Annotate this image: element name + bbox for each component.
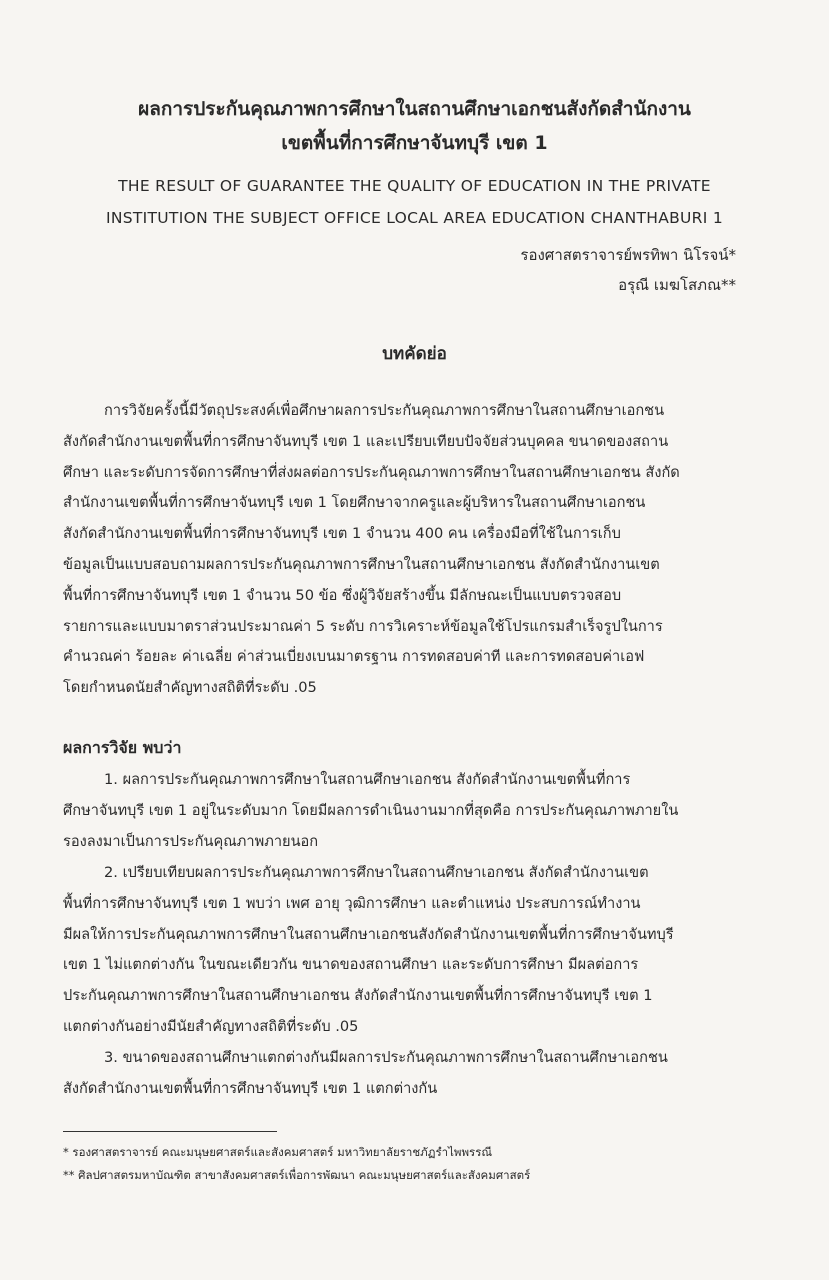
result-line: ประกันคุณภาพการศึกษาในสถานศึกษาเอกชน สังกัดสำนักงานเขตพื้นที่การศึกษาจันทบุรี เขต 1 <box>63 987 653 1005</box>
result-item-1 <box>63 765 738 857</box>
result-line: เขต 1 ไม่แตกต่างกัน ในขณะเดียวกัน ขนาดของสถานศึกษา และระดับการศึกษา มีผลต่อการ <box>63 956 639 974</box>
abstract-line: ข้อมูลเป็นแบบสอบถามผลการประกันคุณภาพการศึกษาในสถานศึกษาเอกชน สังกัดสำนักงานเขต <box>63 555 660 573</box>
abstract-paragraph <box>63 396 738 704</box>
abstract-line: การวิจัยครั้งนี้มีวัตถุประสงค์เพื่อศึกษาผลการประกันคุณภาพการศึกษาในสถานศึกษาเอกชน <box>104 402 665 419</box>
result-line: 1. ผลการประกันคุณภาพการศึกษาในสถานศึกษาเอกชน สังกัดสำนักงานเขตพื้นที่การ <box>104 771 631 788</box>
result-item-3 <box>63 1043 738 1105</box>
abstract-line: ศึกษา และระดับการจัดการศึกษาที่ส่งผลต่อการประกันคุณภาพการศึกษาในสถานศึกษาเอกชน สังกัด <box>63 463 680 481</box>
author-2: อรุณี เมฆโสภณ** <box>618 276 736 294</box>
result-line: ศึกษาจันทบุรี เขต 1 อยู่ในระดับมาก โดยมีผลการดำเนินงานมากที่สุดคือ การประกันคุณภาพภายใน <box>63 801 679 819</box>
abstract-line: สังกัดสำนักงานเขตพื้นที่การศึกษาจันทบุรี เขต 1 จำนวน 400 คน เครื่องมือที่ใช้ในการเก็บ <box>63 525 621 543</box>
footnote-1: * รองศาสตราจารย์ คณะมนุษยศาสตร์และสังคมศาสตร์ มหาวิทยาลัยราชภัฏรำไพพรรณี <box>63 1145 493 1159</box>
title-english-line-2: INSTITUTION THE SUBJECT OFFICE LOCAL AREA EDUCATION CHANTHABURI 1 <box>105 209 724 227</box>
abstract-line: รายการและแบบมาตราส่วนประมาณค่า 5 ระดับ การวิเคราะห์ข้อมูลใช้โปรแกรมสำเร็จรูปในการ <box>63 617 663 635</box>
result-line: รองลงมาเป็นการประกันคุณภาพภายนอก <box>63 832 319 850</box>
footnote-rule <box>63 1131 277 1132</box>
result-item-2 <box>63 858 738 1043</box>
title-thai-line-1: ผลการประกันคุณภาพการศึกษาในสถานศึกษาเอกชนสังกัดสำนักงาน <box>138 98 691 120</box>
abstract-line: สังกัดสำนักงานเขตพื้นที่การศึกษาจันทบุรี เขต 1 และเปรียบเทียบปัจจัยส่วนบุคคล ขนาดของสถาน <box>63 432 669 450</box>
abstract-line: พื้นที่การศึกษาจันทบุรี เขต 1 จำนวน 50 ข้อ ซึ่งผู้วิจัยสร้างขึ้น มีลักษณะเป็นแบบตรวจสอบ <box>63 586 622 604</box>
result-line: มีผลให้การประกันคุณภาพการศึกษาในสถานศึกษาเอกชนสังกัดสำนักงานเขตพื้นที่การศึกษาจันทบุรี <box>63 925 674 943</box>
result-line: 2. เปรียบเทียบผลการประกันคุณภาพการศึกษาในสถานศึกษาเอกชน สังกัดสำนักงานเขต <box>104 864 649 881</box>
abstract-heading: บทคัดย่อ <box>382 344 447 364</box>
results-heading: ผลการวิจัย พบว่า <box>63 738 182 757</box>
abstract-line: คำนวณค่า ร้อยละ ค่าเฉลี่ย ค่าส่วนเบี่ยงเบนมาตรฐาน การทดสอบค่าที และการทดสอบค่าเอฟ <box>63 648 645 666</box>
abstract-line: สำนักงานเขตพื้นที่การศึกษาจันทบุรี เขต 1 โดยศึกษาจากครูและผู้บริหารในสถานศึกษาเอกชน <box>63 494 646 512</box>
result-line: 3. ขนาดของสถานศึกษาแตกต่างกันมีผลการประกันคุณภาพการศึกษาในสถานศึกษาเอกชน <box>104 1049 668 1066</box>
result-line: แตกต่างกันอย่างมีนัยสำคัญทางสถิติที่ระดับ .05 <box>63 1017 359 1035</box>
title-english-line-1: THE RESULT OF GUARANTEE THE QUALITY OF EDUCATION IN THE PRIVATE <box>118 177 711 195</box>
author-1: รองศาสตราจารย์พรทิพา นิโรจน์* <box>520 246 736 264</box>
result-line: พื้นที่การศึกษาจันทบุรี เขต 1 พบว่า เพศ อายุ วุฒิการศึกษา และตำแหน่ง ประสบการณ์ทำงาน <box>63 894 641 912</box>
footnote-2: ** ศิลปศาสตรมหาบัณฑิต สาขาสังคมศาสตร์เพื่อการพัฒนา คณะมนุษยศาสตร์และสังคมศาสตร์ <box>63 1168 531 1182</box>
abstract-line: โดยกำหนดนัยสำคัญทางสถิติที่ระดับ .05 <box>63 679 317 697</box>
result-line: สังกัดสำนักงานเขตพื้นที่การศึกษาจันทบุรี เขต 1 แตกต่างกัน <box>63 1079 438 1097</box>
title-thai-line-2: เขตพื้นที่การศึกษาจันทบุรี เขต 1 <box>281 132 548 154</box>
